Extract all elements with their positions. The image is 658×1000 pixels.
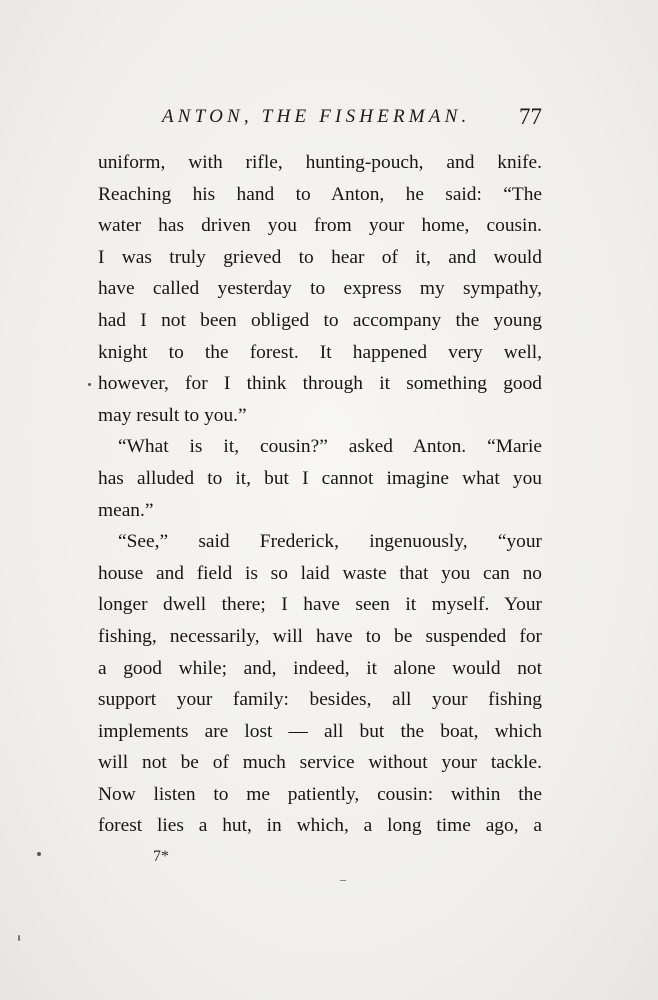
text-line: forest lies a hut, in which, a long time ago, a: [98, 815, 542, 837]
text-line: had I not been obliged to accompany the young: [98, 309, 542, 331]
text-line: will not be of much service without your tackle.: [98, 752, 542, 774]
text-line: I was truly grieved to hear of it, and would: [98, 246, 542, 268]
text-line: may result to you.”: [98, 404, 247, 426]
text-line: support your family: besides, all your fishing: [98, 689, 542, 711]
text-line: Now listen to me patiently, cousin: within the: [98, 783, 542, 805]
text-line: uniform, with rifle, hunting-pouch, and knife.: [98, 152, 542, 173]
paper-speck: [37, 852, 41, 856]
paper-speck: [340, 880, 346, 881]
text-line: implements are lost — all but the boat, which: [98, 720, 542, 742]
text-line: has alluded to it, but I cannot imagine what you: [98, 467, 542, 489]
text-line: house and field is so laid waste that you can no: [98, 562, 542, 584]
page-header: [100, 104, 542, 134]
text-line: water has driven you from your home, cousin.: [98, 215, 542, 237]
text-line: “See,” said Frederick, ingenuously, “your: [118, 531, 542, 553]
text-line: have called yesterday to express my sympathy,: [98, 278, 542, 300]
text-line: “What is it, cousin?” asked Anton. “Marie: [118, 436, 542, 458]
signature-mark: 7*: [153, 848, 169, 865]
text-line: a good while; and, indeed, it alone would not: [98, 657, 542, 679]
paper-speck: [18, 935, 20, 941]
text-line: however, for I think through it something good: [98, 373, 542, 395]
body-text: [98, 147, 542, 842]
text-line: Reaching his hand to Anton, he said: “The: [98, 183, 542, 205]
running-head: ANTON, THE FISHERMAN.: [162, 106, 471, 127]
paper-speck: [88, 383, 91, 386]
text-line: fishing, necessarily, will have to be suspended for: [98, 625, 542, 647]
text-line: knight to the forest. It happened very well,: [98, 341, 542, 363]
text-line: longer dwell there; I have seen it myself. Your: [98, 594, 542, 616]
page-number: 77: [519, 104, 542, 129]
text-line: mean.”: [98, 499, 154, 521]
